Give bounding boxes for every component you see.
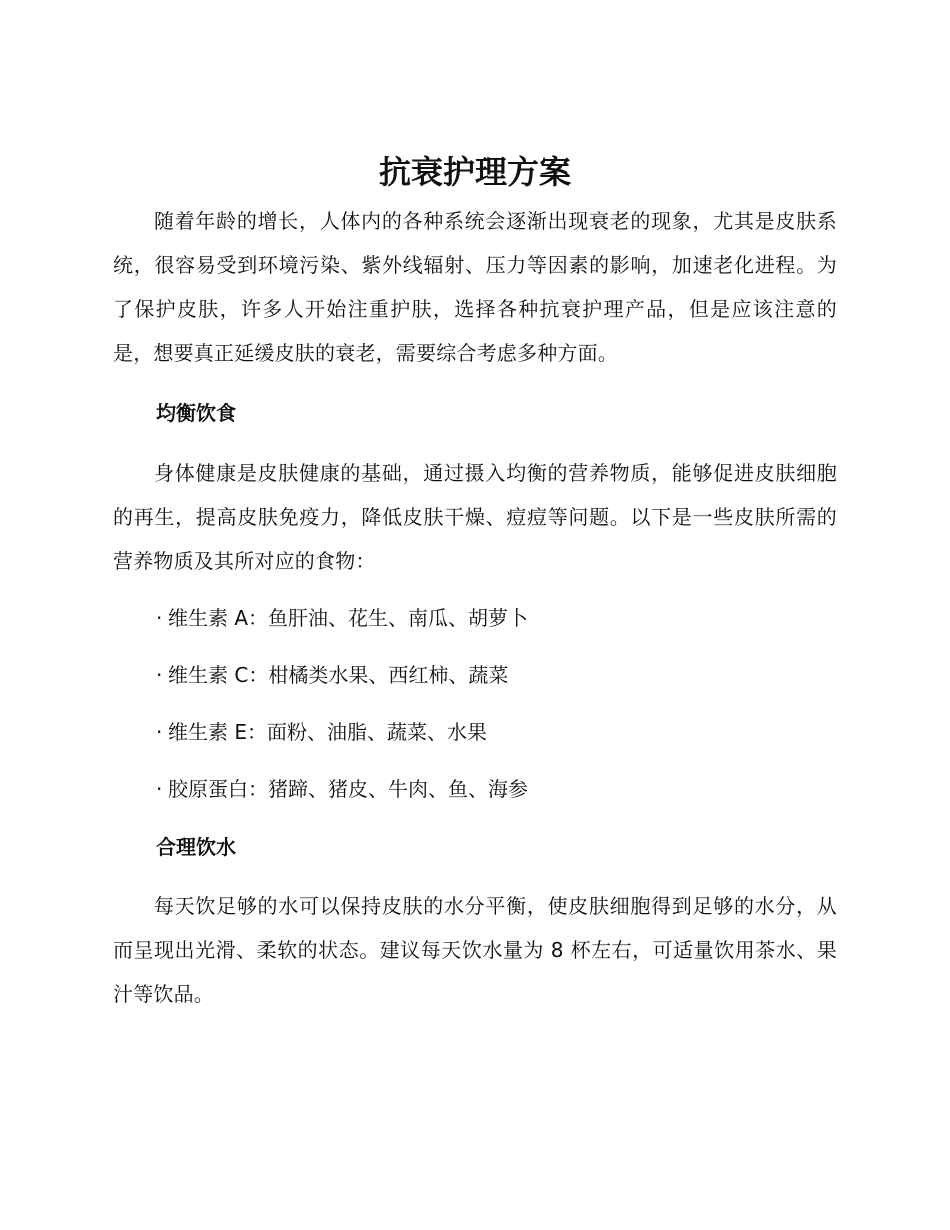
list-item-text: 维生素 E：面粉、油脂、蔬菜、水果 <box>168 720 487 744</box>
bullet-marker: · <box>156 720 163 744</box>
bullet-marker: · <box>156 606 163 630</box>
document-title: 抗衰护理方案 <box>378 153 571 191</box>
bullet-marker: · <box>156 777 163 801</box>
list-item <box>156 774 528 804</box>
section-body-water: 每天饮足够的水可以保持皮肤的水分平衡，使皮肤细胞得到足够的水分，从而呈现出光滑、柔软的状态。建议每天饮水量为 8 杯左右，可适量饮用茶水、果汁等饮品。 <box>113 894 837 1006</box>
list-item-text: 胶原蛋白：猪蹄、猪皮、牛肉、鱼、海参 <box>168 777 528 801</box>
section-heading-water: 合理饮水 <box>156 835 236 859</box>
list-item-text: 维生素 C：柑橘类水果、西红柿、蔬菜 <box>168 663 509 687</box>
list-item <box>156 717 487 747</box>
list-item <box>156 660 508 690</box>
list-item <box>156 603 528 633</box>
intro-paragraph: 随着年龄的增长，人体内的各种系统会逐渐出现衰老的现象，尤其是皮肤系统，很容易受到环境污染、紫外线辐射、压力等因素的影响，加速老化进程。为了保护皮肤，许多人开始注重护肤，选择各种抗衰护理产品，但是应该注意的是，想要真正延缓皮肤的衰老，需要综合考虑多种方面。 <box>113 209 837 365</box>
bullet-marker: · <box>156 663 163 687</box>
section-heading-diet: 均衡饮食 <box>156 401 236 425</box>
section-body-diet: 身体健康是皮肤健康的基础，通过摄入均衡的营养物质，能够促进皮肤细胞的再生，提高皮肤免疫力，降低皮肤干燥、痘痘等问题。以下是一些皮肤所需的营养物质及其所对应的食物： <box>113 461 837 573</box>
list-item-text: 维生素 A：鱼肝油、花生、南瓜、胡萝卜 <box>168 606 529 630</box>
